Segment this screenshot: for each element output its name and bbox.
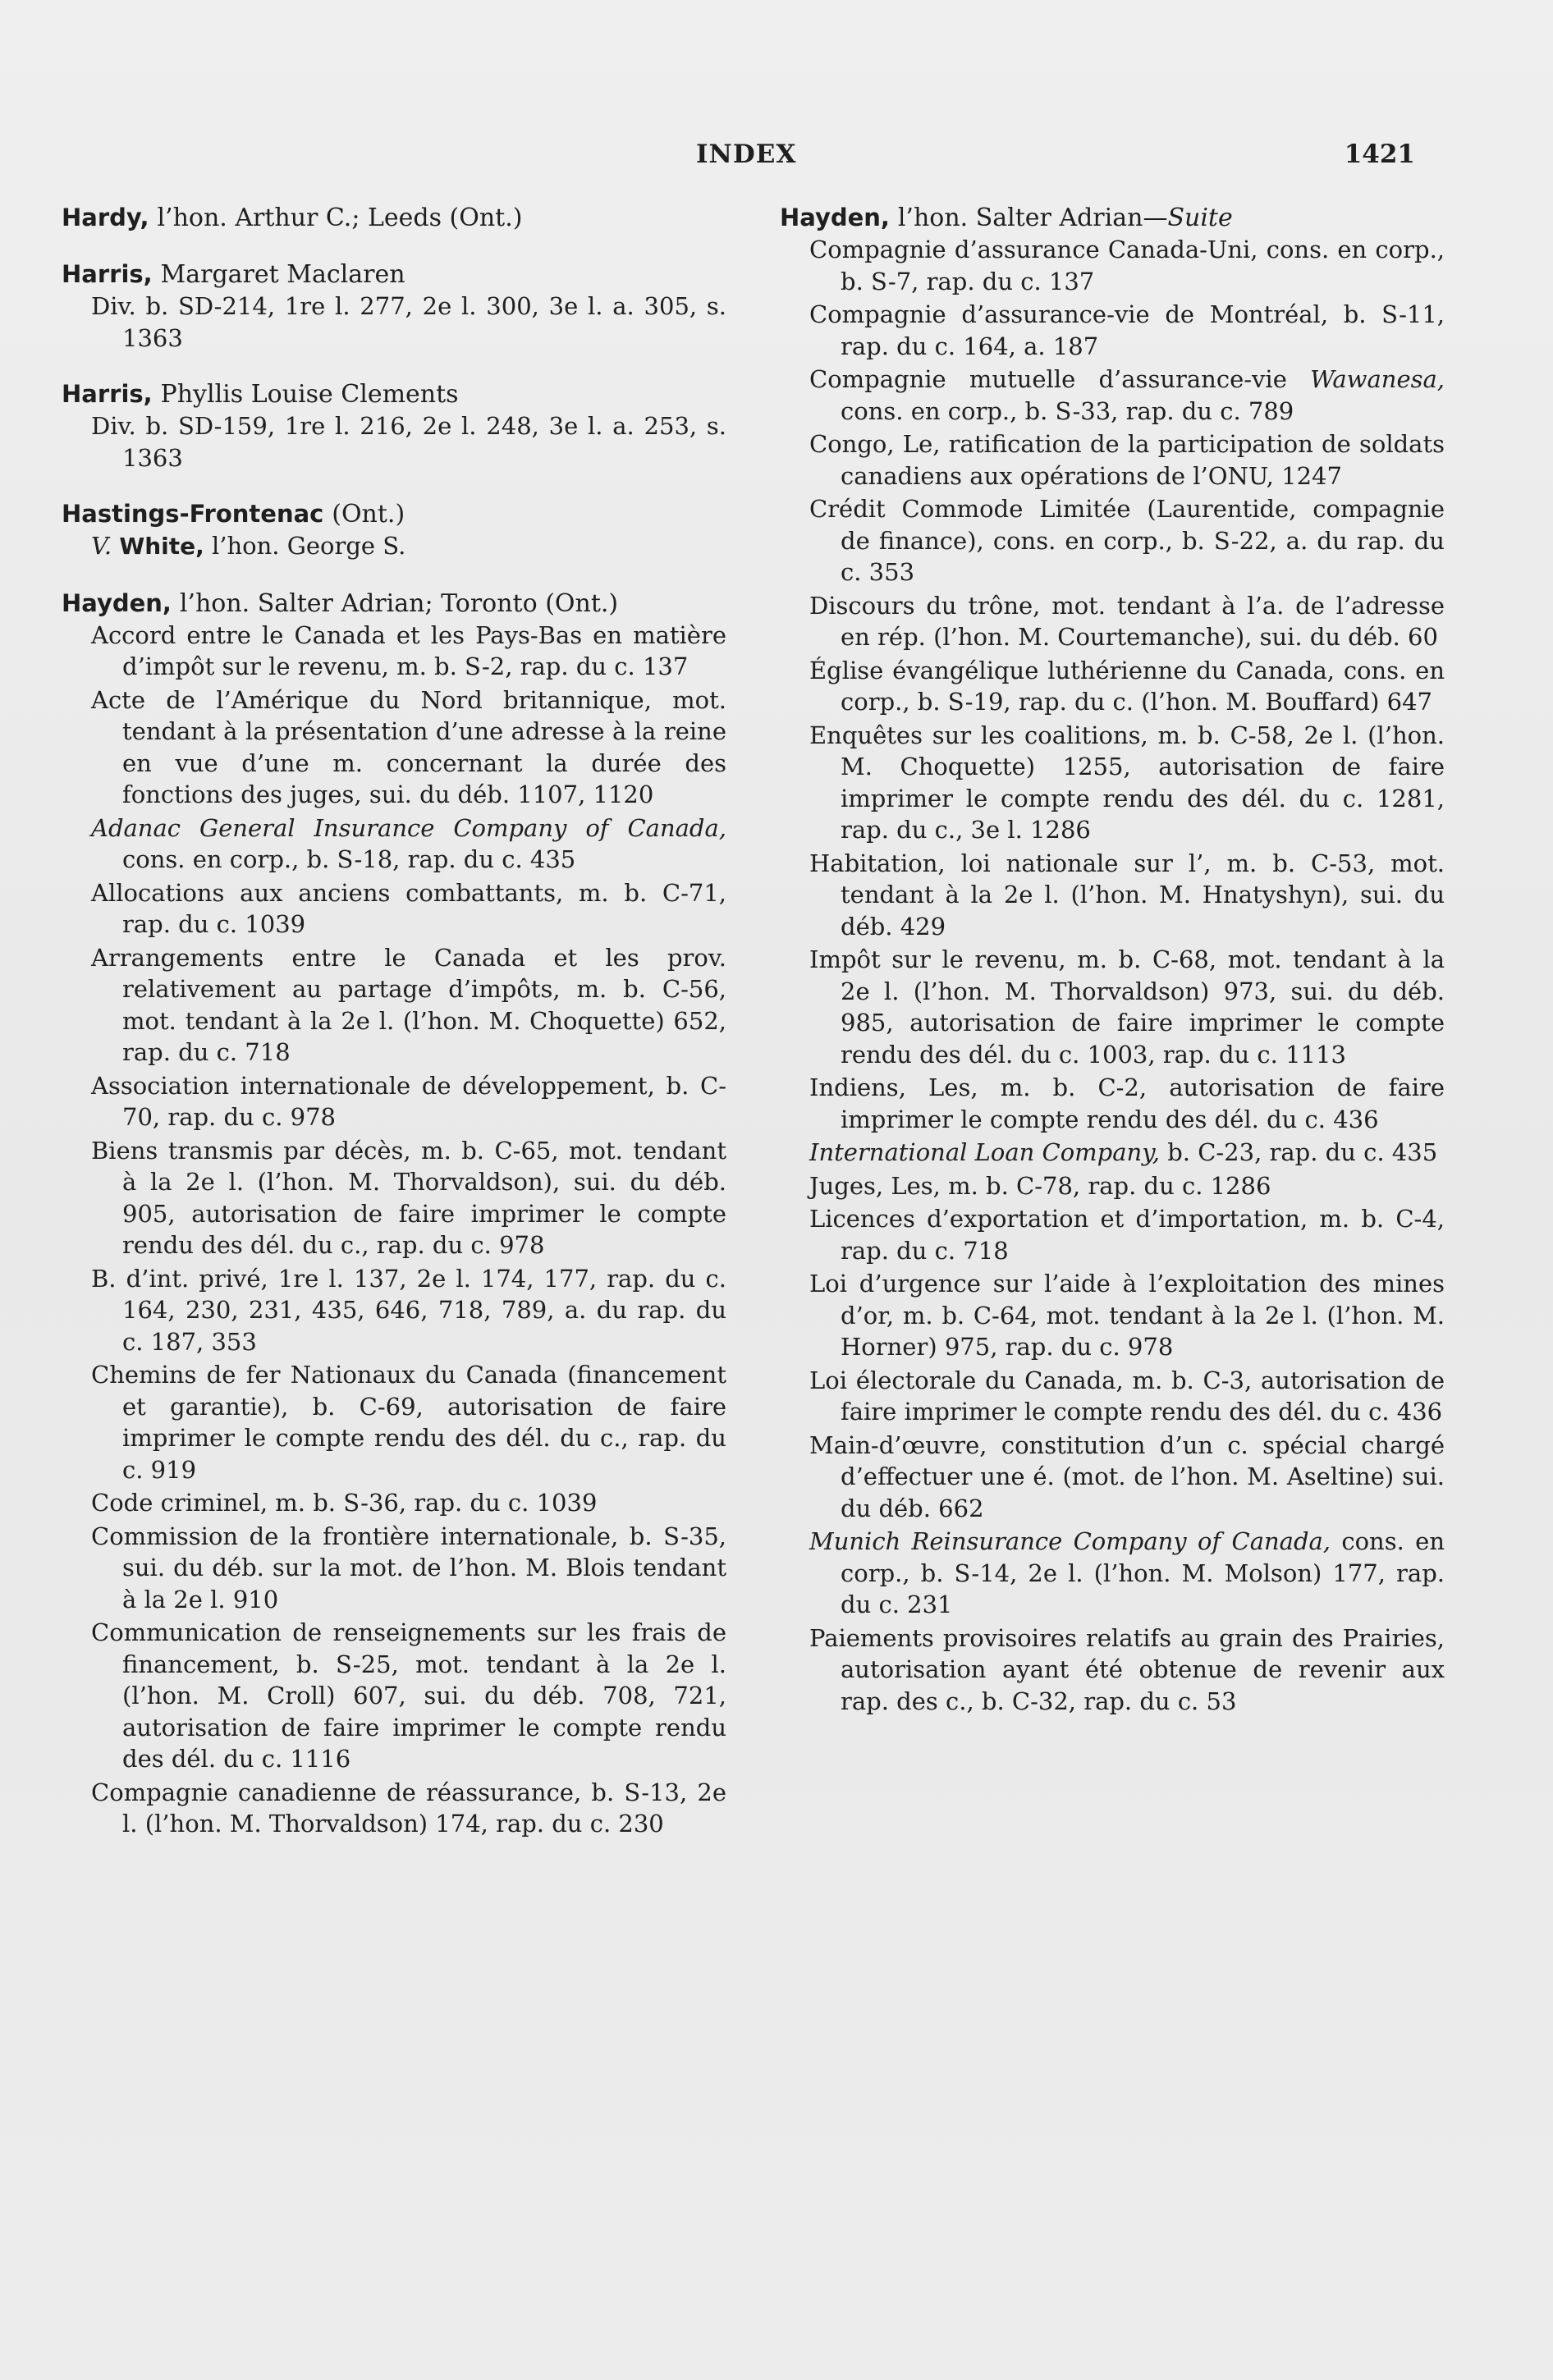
- sub-entry-text: Crédit Commode Limitée (Laurentide, compagnie de finance), cons. en corp., b. S-22, a. du rap. du c. 353: [809, 495, 1445, 586]
- sub-entry: [62, 291, 726, 354]
- sub-entry-text: Main-d’œuvre, constitution d’un c. spécial chargé d’effectuer une é. (mot. de l’hon. M. Aseltine) sui. du déb. 662: [809, 1430, 1445, 1522]
- index-entry: [62, 259, 726, 354]
- sub-entry-text: Chemins de fer Nationaux du Canada (financement et garantie), b. C-69, autorisation de faire imprimer le compte rendu des dél. du c., rap. du c. 919: [91, 1361, 726, 1484]
- sub-entry-text: Paiements provisoires relatifs au grain des Prairies, autorisation ayant été obtenue de revenir aux rap. des c., b. C-32, rap. du c. 53: [809, 1623, 1445, 1715]
- entry-detail: Margaret Maclaren: [160, 260, 405, 289]
- sub-entry-text: Indiens, Les, m. b. C-2, autorisation de faire imprimer le compte rendu des dél. du c. 436: [809, 1073, 1445, 1133]
- entry-name: Harris,: [62, 260, 153, 288]
- sub-entry: [62, 410, 726, 474]
- index-entry: [62, 588, 726, 1840]
- sub-entry: [62, 1070, 726, 1133]
- entry-heading: [62, 259, 726, 291]
- sub-entry: [62, 620, 726, 683]
- sub-entry-text: Accord entre le Canada et les Pays-Bas en matière d’impôt sur le revenu, m. b. S-2, rap. du c. 137: [91, 620, 726, 680]
- sub-entry: [780, 848, 1445, 943]
- see-reference: V.: [91, 532, 112, 560]
- sub-entry-text: b. C-23, rap. du c. 435: [1167, 1138, 1438, 1166]
- sub-entry: [62, 530, 726, 563]
- sub-entry: [62, 684, 726, 811]
- sub-entry-text: Compagnie canadienne de réassurance, b. S-13, 2e l. (l’hon. M. Thorvaldson) 174, rap. du c. 230: [91, 1778, 726, 1838]
- sub-entry-text: Association internationale de développement, b. C-70, rap. du c. 978: [91, 1071, 726, 1131]
- sub-entry-text: Juges, Les, m. b. C-78, rap. du c. 1286: [809, 1171, 1271, 1200]
- sub-entry: [62, 1359, 726, 1485]
- sub-entry-title: International Loan Company,: [809, 1138, 1160, 1166]
- index-entry: [62, 202, 726, 234]
- sub-entry: [62, 877, 726, 941]
- sub-entry-text: Congo, Le, ratification de la participation de soldats canadiens aux opérations de l’ONU, 1247: [809, 430, 1445, 490]
- sub-entry-text: Compagnie d’assurance-vie de Montréal, b. S-11, rap. du c. 164, a. 187: [809, 300, 1445, 360]
- entry-name: Hardy,: [62, 204, 149, 231]
- sub-entry-text: Loi électorale du Canada, m. b. C-3, autorisation de faire imprimer le compte rendu des dél. du c. 436: [809, 1366, 1445, 1426]
- entry-detail: l’hon. Salter Adrian—: [897, 204, 1168, 232]
- index-entry: [62, 498, 726, 563]
- sub-entry: [780, 1170, 1445, 1202]
- sub-entry-text: Église évangélique luthérienne du Canada, cons. en corp., b. S-19, rap. du c. (l’hon. M. Bouffard) 647: [809, 656, 1445, 716]
- page-title: INDEX: [696, 140, 797, 169]
- entry-name: Hastings-Frontenac: [62, 500, 324, 528]
- see-name: White,: [119, 533, 204, 560]
- sub-entry-text: B. d’int. privé, 1re l. 137, 2e l. 174, 177, rap. du c. 164, 230, 231, 435, 646, 718, 789, a. du rap. du c. 187, 353: [91, 1264, 726, 1356]
- sub-entry: [62, 1135, 726, 1261]
- sub-entry-text: Arrangements entre le Canada et les prov. relativement au partage d’impôts, m. b. C-56, mot. tendant à la 2e l. (l’hon. M. Choquette) 652, rap. du c. 718: [91, 943, 726, 1066]
- sub-entry: [780, 428, 1445, 492]
- sub-entry-title: Adanac General Insurance Company of Canada,: [91, 813, 726, 842]
- sub-entry-text: Div. b. SD-214, 1re l. 277, 2e l. 300, 3e l. a. 305, s. 1363: [91, 292, 726, 352]
- sub-entry-text: Communication de renseignements sur les frais de financement, b. S-25, mot. tendant à la 2e l. (l’hon. M. Croll) 607, sui. du déb. 708, 721, autorisation de faire imprimer le compte rendu des dél. du c. 1116: [91, 1618, 726, 1773]
- entry-heading: [780, 202, 1445, 234]
- sub-entry-text: Discours du trône, mot. tendant à l’a. de l’adresse en rép. (l’hon. M. Courtemanche), sui. du déb. 60: [809, 591, 1445, 651]
- entry-name: Hayden,: [62, 588, 172, 617]
- sub-entry: [780, 1268, 1445, 1363]
- entry-detail: l’hon. Salter Adrian; Toronto (Ont.): [179, 588, 619, 618]
- sub-entry: [780, 1203, 1445, 1266]
- sub-entry: [780, 1623, 1445, 1718]
- sub-entry-text: Allocations aux anciens combattants, m. b. C-71, rap. du c. 1039: [91, 878, 726, 938]
- page-number: 1421: [1344, 140, 1415, 169]
- sub-entry: [780, 720, 1445, 846]
- sub-entry: [62, 1487, 726, 1519]
- sub-entry-text: Licences d’exportation et d’importation, m. b. C-4, rap. du c. 718: [809, 1205, 1445, 1265]
- entry-name: Harris,: [62, 380, 153, 408]
- entry-name: Hayden,: [780, 204, 890, 231]
- sub-entry-text: Enquêtes sur les coalitions, m. b. C-58, 2e l. (l’hon. M. Choquette) 1255, autorisation de faire imprimer le compte rendu des dél. du c. 1281, rap. du c., 3e l. 1286: [809, 721, 1445, 844]
- sub-entry-text: Commission de la frontière internationale, b. S-35, sui. du déb. sur la mot. de l’hon. M. Blois tendant à la 2e l. 910: [91, 1522, 726, 1613]
- entry-heading: [62, 202, 726, 234]
- entry-detail: (Ont.): [332, 500, 405, 529]
- left-column: [62, 202, 726, 1865]
- sub-entry: [780, 493, 1445, 588]
- sub-entry-title: Wawanesa,: [1310, 365, 1445, 393]
- sub-entry-text: Biens transmis par décès, m. b. C-65, mot. tendant à la 2e l. (l’hon. M. Thorvaldson), sui. du déb. 905, autorisation de faire imprimer le compte rendu des dél. du c., rap. du c. 978: [91, 1136, 726, 1259]
- sub-entry: [780, 1137, 1445, 1169]
- sub-entry-text: cons. en corp., b. S-18, rap. du c. 435: [122, 845, 576, 873]
- sub-entry: [62, 1263, 726, 1358]
- sub-entry: [780, 590, 1445, 653]
- sub-entry-text: Compagnie mutuelle d’assurance-vie: [809, 365, 1287, 393]
- sub-entry: [780, 1365, 1445, 1428]
- sub-entry: [780, 299, 1445, 362]
- sub-entry-title: Munich Reinsurance Company of Canada,: [809, 1527, 1331, 1555]
- sub-entry: [62, 1521, 726, 1616]
- sub-entry-text: cons. en corp., b. S-33, rap. du c. 789: [841, 396, 1294, 425]
- sub-entry: [780, 944, 1445, 1070]
- sub-entry-text: Habitation, loi nationale sur l’, m. b. C-53, mot. tendant à la 2e l. (l’hon. M. Hnatyshyn), sui. du déb. 429: [809, 849, 1445, 941]
- sub-entry-text: Compagnie d’assurance Canada-Uni, cons. en corp., b. S-7, rap. du c. 137: [809, 236, 1445, 295]
- page-header: [0, 140, 1553, 181]
- entry-heading: [62, 378, 726, 410]
- sub-entry: [780, 1430, 1445, 1525]
- sub-entry-text: cons. en corp., b. S-14, 2e l. (l’hon. M. Molson) 177, rap. du c. 231: [841, 1527, 1445, 1618]
- sub-entry-text: l’hon. George S.: [211, 532, 406, 560]
- entry-detail: l’hon. Arthur C.; Leeds (Ont.): [157, 204, 523, 232]
- sub-entry-text: Acte de l’Amérique du Nord britannique, mot. tendant à la présentation d’une adresse à la reine en vue d’une m. concernant la durée des fonctions des juges, sui. du déb. 1107, 1120: [91, 685, 726, 808]
- sub-entry-text: Loi d’urgence sur l’aide à l’exploitation des mines d’or, m. b. C-64, mot. tendant à la 2e l. (l’hon. M. Horner) 975, rap. du c. 978: [809, 1270, 1445, 1361]
- sub-entry: [780, 1526, 1445, 1621]
- sub-entry-text: Code criminel, m. b. S-36, rap. du c. 1039: [91, 1489, 598, 1517]
- entry-suite: Suite: [1167, 204, 1233, 232]
- entry-heading: [62, 588, 726, 620]
- sub-entry: [780, 655, 1445, 718]
- sub-entry: [62, 812, 726, 876]
- sub-entry-text: Impôt sur le revenu, m. b. C-68, mot. tendant à la 2e l. (l’hon. M. Thorvaldson) 973, sui. du déb. 985, autorisation de faire imprimer le compte rendu des dél. du c. 1003, rap. du c. 1113: [809, 945, 1445, 1069]
- sub-entry: [780, 364, 1445, 427]
- sub-entry-text: Div. b. SD-159, 1re l. 216, 2e l. 248, 3e l. a. 253, s. 1363: [91, 412, 726, 472]
- sub-entry: [780, 234, 1445, 297]
- entry-detail: Phyllis Louise Clements: [160, 380, 459, 409]
- right-column: [780, 202, 1445, 1742]
- entry-heading: [62, 498, 726, 530]
- sub-entry: [62, 1617, 726, 1775]
- index-entry: [780, 202, 1445, 1717]
- index-entry: [62, 378, 726, 474]
- sub-entry: [780, 1072, 1445, 1135]
- sub-entry: [62, 1777, 726, 1840]
- sub-entry: [62, 942, 726, 1069]
